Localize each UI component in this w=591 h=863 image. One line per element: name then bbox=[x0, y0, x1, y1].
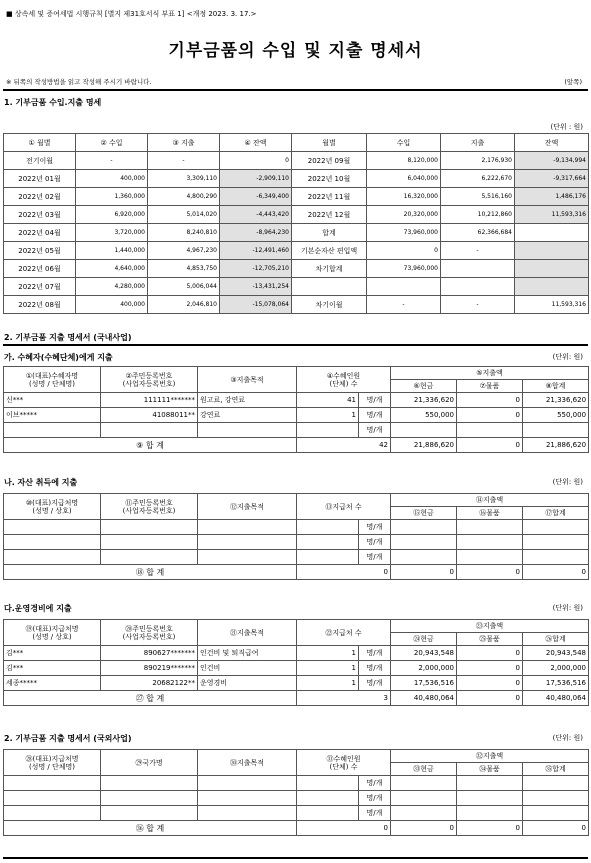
purpose-cell bbox=[198, 776, 297, 791]
goods-cell bbox=[457, 806, 523, 821]
purpose-cell: 강연료 bbox=[198, 408, 297, 423]
header-amount: ⑭지출액 bbox=[391, 494, 589, 507]
header-sum: ⑰합계 bbox=[523, 507, 589, 520]
sum-cell bbox=[523, 520, 589, 535]
total-goods: 0 bbox=[457, 438, 523, 453]
count-unit-cell: 명/개 bbox=[359, 393, 391, 408]
section1-title: 1. 기부금품 수입.지출 명세 bbox=[4, 98, 102, 107]
month-cell: 합계 bbox=[292, 224, 367, 242]
expense-cell: 62,366,684 bbox=[441, 224, 515, 242]
table-row bbox=[4, 242, 589, 260]
name-cell bbox=[4, 550, 101, 565]
income-cell: 73,960,000 bbox=[367, 224, 441, 242]
expense-cell: - bbox=[148, 152, 220, 170]
count-cell bbox=[297, 520, 359, 535]
total-row bbox=[4, 438, 589, 453]
section2a-title: 가. 수혜자(수혜단체)에게 지출 bbox=[4, 353, 113, 362]
purpose-cell bbox=[198, 535, 297, 550]
registration-cell: 890627******* bbox=[101, 646, 198, 661]
section2-title: 2. 기부금품 지출 명세서 (국내사업) bbox=[4, 333, 132, 342]
income-cell: 0 bbox=[367, 242, 441, 260]
table-row bbox=[4, 423, 589, 438]
cash-cell: 550,000 bbox=[391, 408, 457, 423]
domestic-recipient-table bbox=[3, 366, 589, 453]
count-unit-cell: 명/개 bbox=[359, 806, 391, 821]
header-sum: ㉖합계 bbox=[523, 633, 589, 646]
income-cell: 4,280,000 bbox=[76, 278, 148, 296]
purpose-cell bbox=[198, 423, 297, 438]
balance-cell: -4,443,420 bbox=[220, 206, 292, 224]
expense-cell: - bbox=[441, 242, 515, 260]
cash-cell: 20,943,548 bbox=[391, 646, 457, 661]
balance-cell: -12,491,460 bbox=[220, 242, 292, 260]
goods-cell bbox=[457, 791, 523, 806]
month-cell: 2022년 01월 bbox=[4, 170, 76, 188]
balance-cell: 11,593,316 bbox=[515, 206, 589, 224]
expense-cell: 10,212,860 bbox=[441, 206, 515, 224]
goods-cell: 0 bbox=[457, 408, 523, 423]
income-cell: 1,360,000 bbox=[76, 188, 148, 206]
table-header-row bbox=[4, 134, 589, 152]
income-cell: 400,000 bbox=[76, 170, 148, 188]
income-cell bbox=[367, 278, 441, 296]
divider bbox=[3, 89, 588, 91]
table-row bbox=[4, 260, 589, 278]
name-cell: 이브***** bbox=[4, 408, 101, 423]
sum-cell bbox=[523, 423, 589, 438]
table-header-row bbox=[4, 494, 589, 507]
header-country: ㉙국가명 bbox=[101, 750, 198, 776]
count-cell bbox=[297, 806, 359, 821]
registration-cell bbox=[101, 535, 198, 550]
income-cell: 73,960,000 bbox=[367, 260, 441, 278]
income-cell: - bbox=[367, 296, 441, 314]
header-cash: ㉔현금 bbox=[391, 633, 457, 646]
header-registration-number: ②주민등록번호 (사업자등록번호) bbox=[101, 367, 198, 393]
count-cell: 1 bbox=[297, 676, 359, 691]
purpose-cell: 인건비 bbox=[198, 661, 297, 676]
table-row bbox=[4, 224, 589, 242]
sum-cell: 20,943,548 bbox=[523, 646, 589, 661]
cash-cell bbox=[391, 520, 457, 535]
sum-cell: 17,536,516 bbox=[523, 676, 589, 691]
header-sum: ⑧합계 bbox=[523, 380, 589, 393]
count-cell: 1 bbox=[297, 408, 359, 423]
cash-cell bbox=[391, 423, 457, 438]
total-row bbox=[4, 565, 589, 580]
header-sum: ㉟합계 bbox=[523, 763, 589, 776]
table-row bbox=[4, 520, 589, 535]
expense-cell: 4,800,290 bbox=[148, 188, 220, 206]
header-name: ㉘(대표)지급처명 (성명 / 단체명) bbox=[4, 750, 101, 776]
total-sum: 0 bbox=[523, 821, 589, 836]
count-cell bbox=[297, 791, 359, 806]
section2b-title: 나. 자산 취득에 지출 bbox=[4, 478, 78, 487]
registration-cell bbox=[101, 550, 198, 565]
count-cell: 1 bbox=[297, 661, 359, 676]
header-name: ①(대표)수혜자명 (성명 / 단체명) bbox=[4, 367, 101, 393]
goods-cell: 0 bbox=[457, 646, 523, 661]
income-cell: - bbox=[76, 152, 148, 170]
sum-cell bbox=[523, 535, 589, 550]
total-sum: 21,886,620 bbox=[523, 438, 589, 453]
table-header-row bbox=[4, 367, 589, 380]
month-cell: 차기이월 bbox=[292, 296, 367, 314]
goods-cell bbox=[457, 776, 523, 791]
header-purpose: ⑫지출목적 bbox=[198, 494, 297, 520]
table-row bbox=[4, 535, 589, 550]
header-count: ④수혜인원 (단체) 수 bbox=[297, 367, 391, 393]
section2b-unit: (단위: 원) bbox=[552, 478, 583, 486]
expense-cell: 5,516,160 bbox=[441, 188, 515, 206]
expense-cell: 4,853,750 bbox=[148, 260, 220, 278]
name-cell bbox=[4, 535, 101, 550]
total-cash: 0 bbox=[391, 821, 457, 836]
income-expense-table bbox=[3, 133, 589, 314]
header-cash: ⑮현금 bbox=[391, 507, 457, 520]
goods-cell bbox=[457, 423, 523, 438]
count-cell bbox=[297, 776, 359, 791]
table-header-row bbox=[4, 750, 589, 763]
header-purpose: ㉑지출목적 bbox=[198, 620, 297, 646]
income-cell: 16,320,000 bbox=[367, 188, 441, 206]
expense-cell: 5,014,020 bbox=[148, 206, 220, 224]
header-month-right: 월별 bbox=[292, 134, 367, 152]
header-income: ② 수입 bbox=[76, 134, 148, 152]
header-purpose: ㉚지출목적 bbox=[198, 750, 297, 776]
sum-cell: 21,336,620 bbox=[523, 393, 589, 408]
header-amount: ㉜지출액 bbox=[391, 750, 589, 763]
income-cell: 4,640,000 bbox=[76, 260, 148, 278]
sum-cell bbox=[523, 776, 589, 791]
header-count: ㉛수혜인원 (단체) 수 bbox=[297, 750, 391, 776]
sum-cell bbox=[523, 806, 589, 821]
total-row bbox=[4, 821, 589, 836]
name-cell bbox=[4, 806, 101, 821]
header-balance: ④ 잔액 bbox=[220, 134, 292, 152]
registration-cell: 111111******* bbox=[101, 393, 198, 408]
section2c-unit: (단위: 원) bbox=[552, 604, 583, 612]
total-label: ⑨ 합 계 bbox=[4, 438, 297, 453]
header-goods: ⑦물품 bbox=[457, 380, 523, 393]
cash-cell bbox=[391, 535, 457, 550]
goods-cell: 0 bbox=[457, 676, 523, 691]
total-cash: 21,886,620 bbox=[391, 438, 457, 453]
header-registration-number: ⑪주민등록번호 (사업자등록번호) bbox=[101, 494, 198, 520]
count-unit-cell: 명/개 bbox=[359, 791, 391, 806]
name-cell: 세종***** bbox=[4, 676, 101, 691]
month-cell: 2022년 11월 bbox=[292, 188, 367, 206]
purpose-cell: 인건비 및 퇴직급여 bbox=[198, 646, 297, 661]
header-count: ㉒지급처 수 bbox=[297, 620, 391, 646]
total-row bbox=[4, 691, 589, 706]
month-cell: 2022년 03월 bbox=[4, 206, 76, 224]
table-row bbox=[4, 646, 589, 661]
expense-cell: 8,240,810 bbox=[148, 224, 220, 242]
balance-cell: -6,349,400 bbox=[220, 188, 292, 206]
name-cell bbox=[4, 520, 101, 535]
total-cash: 40,480,064 bbox=[391, 691, 457, 706]
balance-cell bbox=[515, 278, 589, 296]
month-cell: 2022년 02월 bbox=[4, 188, 76, 206]
purpose-cell bbox=[198, 806, 297, 821]
expense-cell: 3,309,110 bbox=[148, 170, 220, 188]
header-goods: ㉞물품 bbox=[457, 763, 523, 776]
table-row bbox=[4, 676, 589, 691]
header-balance-right: 잔액 bbox=[515, 134, 589, 152]
table-row bbox=[4, 296, 589, 314]
name-cell: 김*** bbox=[4, 646, 101, 661]
table-row bbox=[4, 170, 589, 188]
front-side-label: (앞쪽) bbox=[564, 78, 582, 86]
count-cell bbox=[297, 550, 359, 565]
month-cell: 2022년 05월 bbox=[4, 242, 76, 260]
total-cash: 0 bbox=[391, 565, 457, 580]
month-cell: 2022년 12월 bbox=[292, 206, 367, 224]
balance-cell: -13,431,254 bbox=[220, 278, 292, 296]
count-unit-cell: 명/개 bbox=[359, 408, 391, 423]
table-row bbox=[4, 188, 589, 206]
sum-cell bbox=[523, 550, 589, 565]
header-amount: ⑤지출액 bbox=[391, 367, 589, 380]
count-cell bbox=[297, 423, 359, 438]
instruction-note: ※ 뒤쪽의 작성방법을 읽고 작성해 주시기 바랍니다. bbox=[6, 78, 152, 86]
table-row bbox=[4, 393, 589, 408]
total-label: ⑱ 합 계 bbox=[4, 565, 297, 580]
table-row bbox=[4, 550, 589, 565]
count-cell: 41 bbox=[297, 393, 359, 408]
total-goods: 0 bbox=[457, 821, 523, 836]
month-cell: 기본순자산 편입액 bbox=[292, 242, 367, 260]
month-cell: 2022년 09월 bbox=[292, 152, 367, 170]
form-reference-note: ■ 상속세 및 증여세법 시행규칙 [별지 제31호서식 부표 1] <개정 2023. 3. 17.> bbox=[6, 10, 257, 18]
cash-cell bbox=[391, 791, 457, 806]
balance-cell: -12,705,210 bbox=[220, 260, 292, 278]
name-cell: 김*** bbox=[4, 661, 101, 676]
expense-cell: 4,967,230 bbox=[148, 242, 220, 260]
cash-cell: 21,336,620 bbox=[391, 393, 457, 408]
income-cell: 400,000 bbox=[76, 296, 148, 314]
expense-cell bbox=[441, 260, 515, 278]
header-month: ① 월별 bbox=[4, 134, 76, 152]
expense-cell: 6,222,670 bbox=[441, 170, 515, 188]
table-row bbox=[4, 776, 589, 791]
name-cell bbox=[4, 423, 101, 438]
purpose-cell bbox=[198, 520, 297, 535]
asset-acquisition-table bbox=[3, 493, 589, 580]
bottom-divider bbox=[3, 857, 588, 859]
month-cell: 2022년 06월 bbox=[4, 260, 76, 278]
expense-cell: 2,046,810 bbox=[148, 296, 220, 314]
total-sum: 0 bbox=[523, 565, 589, 580]
count-cell bbox=[297, 535, 359, 550]
sum-cell: 550,000 bbox=[523, 408, 589, 423]
registration-cell: 890219******* bbox=[101, 661, 198, 676]
section1-unit: (단위 : 원) bbox=[550, 123, 583, 131]
expense-cell: 2,176,930 bbox=[441, 152, 515, 170]
total-count: 0 bbox=[297, 821, 391, 836]
registration-cell: 41088011** bbox=[101, 408, 198, 423]
balance-cell: -9,134,994 bbox=[515, 152, 589, 170]
country-cell bbox=[101, 791, 198, 806]
table-row bbox=[4, 806, 589, 821]
purpose-cell: 원고료, 강연료 bbox=[198, 393, 297, 408]
month-cell: 전기이월 bbox=[4, 152, 76, 170]
name-cell bbox=[4, 791, 101, 806]
goods-cell: 0 bbox=[457, 393, 523, 408]
total-sum: 40,480,064 bbox=[523, 691, 589, 706]
header-purpose: ③지출목적 bbox=[198, 367, 297, 393]
sum-cell: 2,000,000 bbox=[523, 661, 589, 676]
total-count: 42 bbox=[297, 438, 391, 453]
operating-expense-table bbox=[3, 619, 589, 706]
balance-cell bbox=[515, 260, 589, 278]
goods-cell bbox=[457, 520, 523, 535]
registration-cell bbox=[101, 520, 198, 535]
country-cell bbox=[101, 806, 198, 821]
overseas-expense-table bbox=[3, 749, 589, 836]
expense-cell: 5,006,044 bbox=[148, 278, 220, 296]
page-title: 기부금품의 수입 및 지출 명세서 bbox=[168, 41, 423, 61]
month-cell bbox=[292, 278, 367, 296]
count-cell: 1 bbox=[297, 646, 359, 661]
divider bbox=[3, 344, 588, 346]
registration-cell: 20682122** bbox=[101, 676, 198, 691]
header-goods: ⑯물품 bbox=[457, 507, 523, 520]
total-label: ㉗ 합 계 bbox=[4, 691, 297, 706]
header-cash: ⑥현금 bbox=[391, 380, 457, 393]
balance-cell bbox=[515, 224, 589, 242]
total-count: 0 bbox=[297, 565, 391, 580]
country-cell bbox=[101, 776, 198, 791]
header-amount: ㉓지출액 bbox=[391, 620, 589, 633]
purpose-cell bbox=[198, 791, 297, 806]
total-goods: 0 bbox=[457, 691, 523, 706]
section3-title: 2. 기부금품 지출 명세서 (국외사업) bbox=[4, 734, 132, 743]
income-cell: 20,320,000 bbox=[367, 206, 441, 224]
count-unit-cell: 명/개 bbox=[359, 646, 391, 661]
goods-cell: 0 bbox=[457, 661, 523, 676]
name-cell: 신*** bbox=[4, 393, 101, 408]
count-unit-cell: 명/개 bbox=[359, 535, 391, 550]
balance-cell: -9,317,664 bbox=[515, 170, 589, 188]
header-goods: ㉕물품 bbox=[457, 633, 523, 646]
balance-cell: 11,593,316 bbox=[515, 296, 589, 314]
count-unit-cell: 명/개 bbox=[359, 676, 391, 691]
month-cell: 2022년 10월 bbox=[292, 170, 367, 188]
balance-cell: -15,078,064 bbox=[220, 296, 292, 314]
header-expense-right: 지출 bbox=[441, 134, 515, 152]
month-cell: 2022년 04월 bbox=[4, 224, 76, 242]
balance-cell: -8,964,230 bbox=[220, 224, 292, 242]
expense-cell bbox=[441, 278, 515, 296]
month-cell: 2022년 08월 bbox=[4, 296, 76, 314]
month-cell: 2022년 07월 bbox=[4, 278, 76, 296]
table-header-row bbox=[4, 620, 589, 633]
table-row bbox=[4, 661, 589, 676]
purpose-cell: 운영경비 bbox=[198, 676, 297, 691]
income-cell: 8,120,000 bbox=[367, 152, 441, 170]
purpose-cell bbox=[198, 550, 297, 565]
section3-unit: (단위: 원) bbox=[552, 734, 583, 742]
total-label: ㊱ 합 계 bbox=[4, 821, 297, 836]
table-row bbox=[4, 791, 589, 806]
goods-cell bbox=[457, 550, 523, 565]
registration-cell bbox=[101, 423, 198, 438]
cash-cell bbox=[391, 776, 457, 791]
sum-cell bbox=[523, 791, 589, 806]
count-unit-cell: 명/개 bbox=[359, 776, 391, 791]
balance-cell: -2,909,110 bbox=[220, 170, 292, 188]
count-unit-cell: 명/개 bbox=[359, 550, 391, 565]
balance-cell bbox=[515, 242, 589, 260]
header-income-right: 수입 bbox=[367, 134, 441, 152]
count-unit-cell: 명/개 bbox=[359, 423, 391, 438]
income-cell: 6,040,000 bbox=[367, 170, 441, 188]
balance-cell: 0 bbox=[220, 152, 292, 170]
header-expense: ③ 지출 bbox=[148, 134, 220, 152]
section2a-unit: (단위: 원) bbox=[552, 353, 583, 361]
expense-cell: - bbox=[441, 296, 515, 314]
table-row bbox=[4, 152, 589, 170]
income-cell: 6,920,000 bbox=[76, 206, 148, 224]
total-count: 3 bbox=[297, 691, 391, 706]
name-cell bbox=[4, 776, 101, 791]
income-cell: 1,440,000 bbox=[76, 242, 148, 260]
table-row bbox=[4, 278, 589, 296]
header-cash: ㉝현금 bbox=[391, 763, 457, 776]
table-row bbox=[4, 408, 589, 423]
cash-cell bbox=[391, 806, 457, 821]
header-count: ⑬지급처 수 bbox=[297, 494, 391, 520]
balance-cell: 1,486,176 bbox=[515, 188, 589, 206]
total-goods: 0 bbox=[457, 565, 523, 580]
header-name: ⑩(대표)지급처명 (성명 / 상호) bbox=[4, 494, 101, 520]
cash-cell: 2,000,000 bbox=[391, 661, 457, 676]
cash-cell: 17,536,516 bbox=[391, 676, 457, 691]
month-cell: 차기합계 bbox=[292, 260, 367, 278]
table-row bbox=[4, 206, 589, 224]
section2c-title: 다.운영경비에 지출 bbox=[4, 604, 72, 613]
cash-cell bbox=[391, 550, 457, 565]
header-registration-number: ⑳주민등록번호 (사업자등록번호) bbox=[101, 620, 198, 646]
income-cell: 3,720,000 bbox=[76, 224, 148, 242]
goods-cell bbox=[457, 535, 523, 550]
header-name: ⑲(대표)지급처명 (성명 / 상호) bbox=[4, 620, 101, 646]
count-unit-cell: 명/개 bbox=[359, 520, 391, 535]
count-unit-cell: 명/개 bbox=[359, 661, 391, 676]
